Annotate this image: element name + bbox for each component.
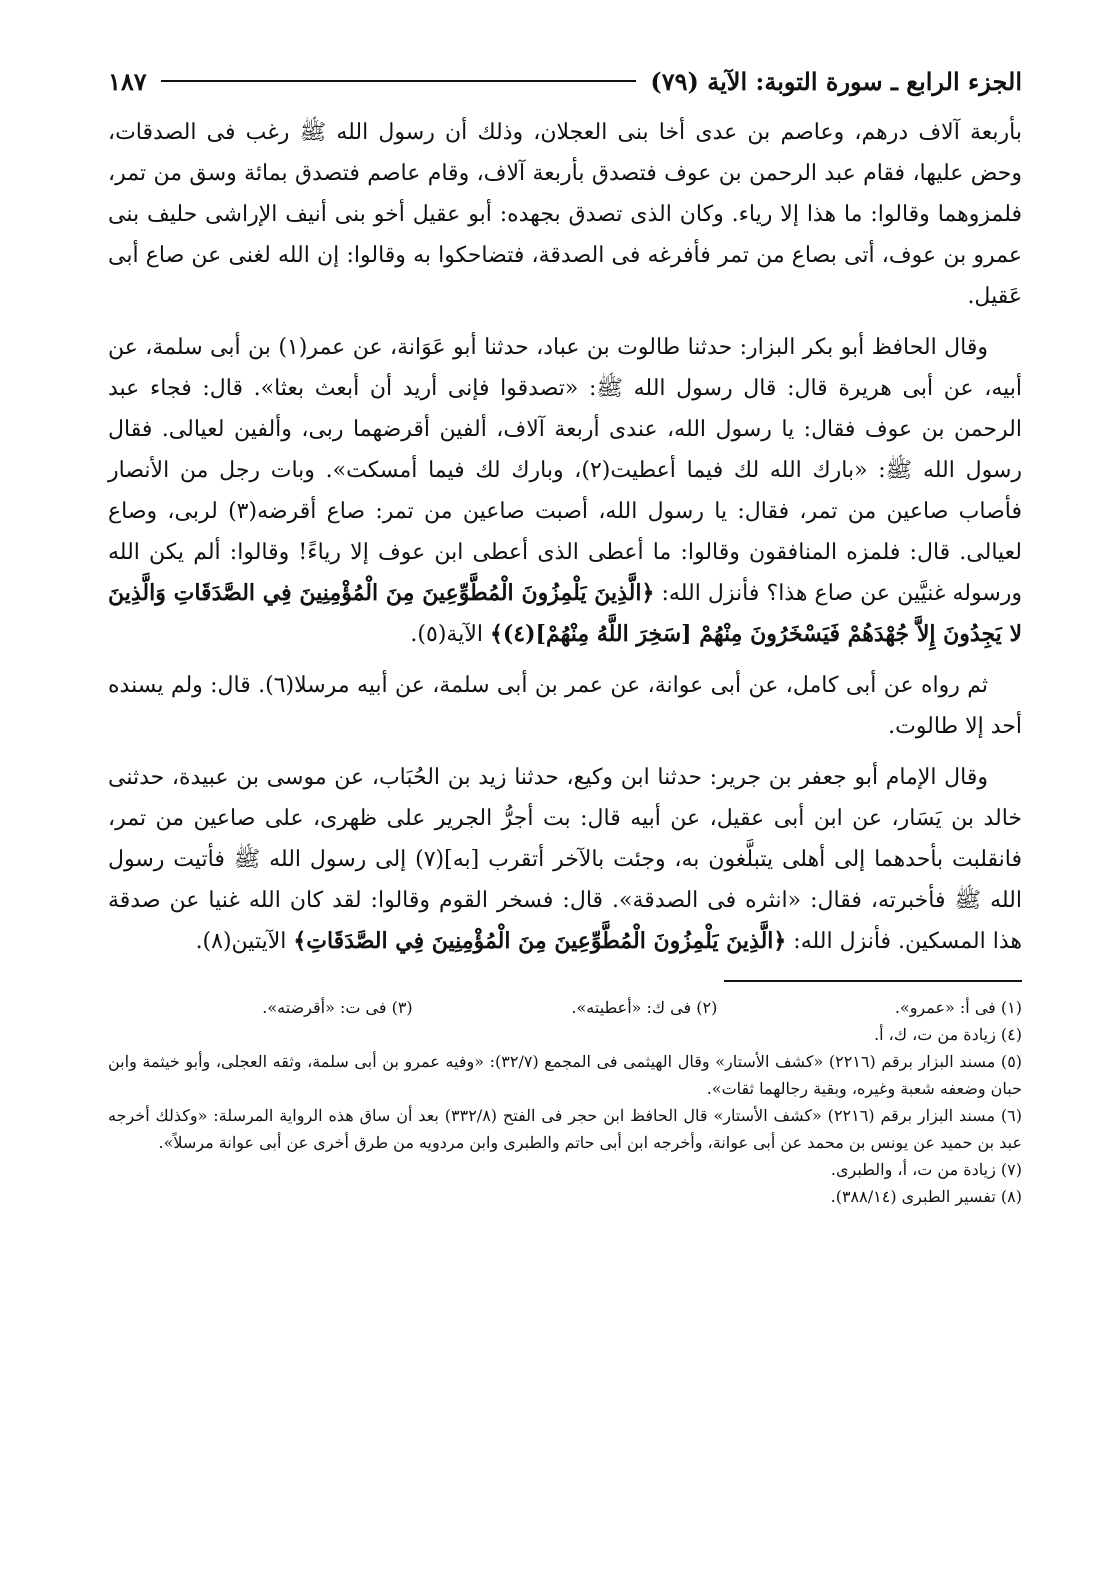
paragraph-text: وقال الإمام أبو جعفر بن جرير: حدثنا ابن وكيع، حدثنا زيد بن الحُبَاب، عن موسى بن عبيدة، حدثنى خالد بن يَسَار، عن ابن أبى عقيل، عن أبيه قال: بت أجرُّ الجرير على ظهرى، على صاعين من تمر، فانقلبت بأحدهما إلى أهلى يتبلَّغون به، وجئت بالآخر أتقرب [به](٧) إلى رسول الله ﷺ فأتيت رسول الله ﷺ فأخبرته، فقال: «انثره فى الصدقة». قال: فسخر القوم وقالوا: لقد كان الله غنيا عن صدقة هذا المسكين. فأنزل الله:: [108, 765, 1022, 954]
footnote: (٥) مسند البزار برقم (٢٢١٦) «كشف الأستار» وقال الهيثمى فى المجمع (٣٢/٧): «وفيه عمرو بن أبى سلمة، وثقه العجلى، وأبو خيثمة وابن حبان وضعفه شعبة وغيره، وبقية رجالهما ثقات».: [108, 1052, 1023, 1098]
paragraph-text: الآية(٥).: [410, 622, 490, 647]
footnote-row: [108, 994, 1022, 1021]
footnote: (٨) تفسير الطبرى (٣٨٨/١٤).: [830, 1187, 1022, 1206]
paragraph-text: الآيتين(٨).: [195, 929, 294, 954]
footnote: (١) فى أ: «عمرو».: [894, 998, 1022, 1017]
footnote: (٧) زيادة من ت، أ، والطبرى.: [830, 1160, 1022, 1179]
page-number: ١٨٧: [108, 66, 147, 96]
paragraph-text: وقال الحافظ أبو بكر البزار: حدثنا طالوت بن عباد، حدثنا أبو عَوَانة، عن عمر(١) بن أبى سلمة، عن أبيه، عن أبى هريرة قال: قال رسول الله ﷺ: «تصدقوا فإنى أريد أن أبعث بعثا». قال: فجاء عبد الرحمن بن عوف فقال: يا رسول الله، عندى أربعة آلاف، ألفين أقرضهما ربى، وألفين لعيالى. فقال رسول الله ﷺ: «بارك الله لك فيما أعطيت(٢)، وبارك لك فيما أمسكت». وبات رجل من الأنصار فأصاب صاعين من تمر، فقال: يا رسول الله، أصبت صاعين من تمر: صاع أقرضه(٣) لربى، وصاع لعيالى. قال: فلمزه المنافقون وقالوا: ما أعطى الذى أعطى ابن عوف إلا رياءً! وقالوا: ألم يكن الله ورسوله غنيَّين عن صاع هذا؟ فأنزل الله:: [108, 335, 1023, 606]
running-header: [108, 58, 1022, 104]
paragraph-text: ثم رواه عن أبى كامل، عن أبى عوانة، عن عمر بن أبى سلمة، عن أبيه مرسلا(٦). قال: ولم يسنده أحد إلا طالوت.: [108, 673, 1022, 739]
footnote: (٢) فى ك: «أعطيته».: [571, 998, 718, 1017]
quran-verse: ﴿الَّذِينَ يَلْمِزُونَ الْمُطَّوِّعِينَ مِنَ الْمُؤْمِنِينَ فِي الصَّدَقَاتِ﴾: [293, 928, 787, 954]
header-rule: [161, 80, 637, 82]
running-header-title: الجزء الرابع ـ سورة التوبة: الآية (٧٩): [650, 66, 1022, 96]
paragraph-1: [108, 112, 1022, 317]
paragraph-text: بأربعة آلاف درهم، وعاصم بن عدى أخا بنى العجلان، وذلك أن رسول الله ﷺ رغب فى الصدقات، وحض عليها، فقام عبد الرحمن بن عوف فتصدق بأربعة آلاف، وقام عاصم فتصدق بمائة وسق من تمر، فلمزوهما وقالوا: ما هذا إلا رياء. وكان الذى تصدق بجهده: أبو عقيل أخو بنى أنيف الإراشى حليف بنى عمرو بن عوف، أتى بصاع من تمر فأفرغه فى الصدقة، فتضاحكوا به وقالوا: إن الله لغنى عن صاع أبى عَقيل.: [108, 120, 1022, 309]
paragraph-4: [108, 757, 1022, 962]
footnote: (٤) زيادة من ت، ك، أ.: [874, 1025, 1022, 1044]
footnotes: [108, 994, 1022, 1210]
footnote: (٣) فى ت: «أقرضته».: [262, 998, 413, 1017]
footnote-separator: [724, 980, 1022, 982]
paragraph-2: [108, 327, 1022, 655]
quran-verse: ﴿الَّذِينَ يَلْمِزُونَ الْمُطَّوِّعِينَ مِنَ الْمُؤْمِنِينَ فِي الصَّدَقَاتِ وَالَّذِينَ لا يَجِدُونَ إِلاَّ جُهْدَهُمْ فَيَسْخَرُونَ مِنْهُمْ [سَخِرَ اللَّهُ مِنْهُمْ](٤)﴾: [108, 580, 1022, 647]
paragraph-3: [108, 665, 1022, 747]
book-page: [108, 58, 1022, 1210]
body-text: [108, 112, 1022, 962]
footnote: (٦) مسند البزار برقم (٢٢١٦) «كشف الأستار» قال الحافظ ابن حجر فى الفتح (٣٣٢/٨) بعد أن ساق هذه الرواية المرسلة: «وكذلك أخرجه عبد بن حميد عن يونس بن محمد عن أبى عوانة، وأخرجه ابن أبى حاتم والطبرى وابن مردويه من طرق أخرى عن أبى عوانة مرسلاً».: [108, 1106, 1023, 1152]
